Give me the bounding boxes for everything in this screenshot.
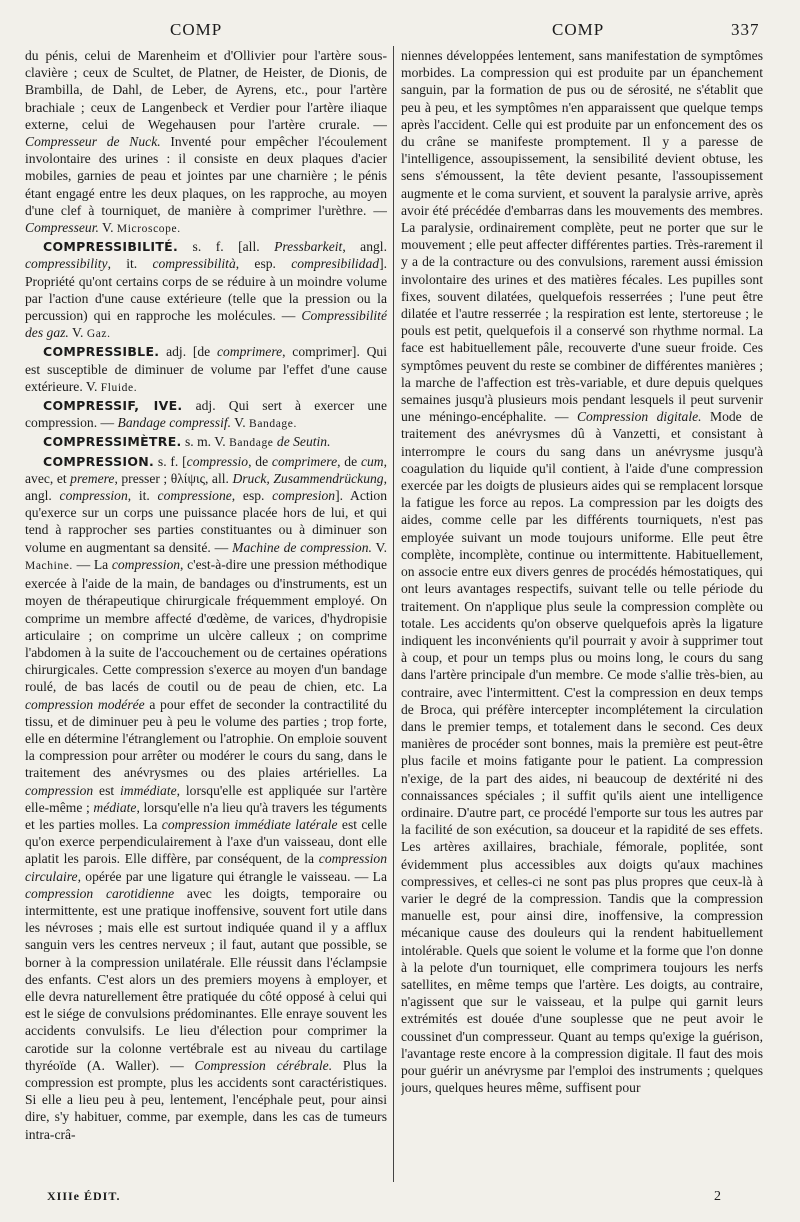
- right-column: [401, 47, 763, 1179]
- entry-compressibilite: COMPRESSIBILITÉ. s. f. [all. Pressbarkeit, angl. compressibility, it. compressibilità, esp. compresibilidad]. Propriété qu'ont certains corps de se réduire à un moindre volume par l'action d'une cause extérieure (telle que la pression ou la percussion) qui en rapproche les molécules. — Compressibilité des gaz. V. Gaz.: [25, 239, 387, 341]
- edition-mark: XIIIe ÉDIT.: [47, 1189, 121, 1203]
- signature-mark: 2: [714, 1189, 721, 1204]
- left-column: [25, 47, 387, 1179]
- paragraph-continuation: du pénis, celui de Marenheim et d'Ollivier pour l'artère sous-clavière ; ceux de Scultet, de Platner, de Heister, de Dionis, de Brambilla, de Dahl, de Leber, de Ayrens, etc., pour l'artère brachiale ; ceux de Langenbeck et Verdier pour l'artère iliaque externe, celui de Wegehausen pour l'artère crurale. — Compresseur de Nuck. Inventé pour empêcher l'écoulement involontaire des urines : il consiste en deux plaques d'acier mobiles, garnies de peau et jointes par une charnière ; le pénis étant engagé entre les deux plaques, on les rapproche, au moyen d'une clef à tourniquet, de manière à comprimer l'urèthre. — Compresseur. V. Microscope.: [25, 48, 387, 236]
- paragraph-continuation: niennes développées lentement, sans manifestation de symptômes morbides. La compression qui est produite par un épanchement sanguin, par la formation de pus ou de sérosité, ne s'établit que peu à peu, et les symptômes n'en apparaissent que quelque temps après l'accident. Celle qui est produite par un enfoncement des os du crâne se manifeste promptement. Il y a paresse de l'intelligence, assoupissement, la sensibilité devient obtuse, les sens s'émoussent, la tête devient pesante, l'assoupissement augmente et le coma survient, et souvent la paralysie arrive, après avoir été précédée d'embarras dans les mouvements des membres. La paralysie, ordinairement complète, peut ne porter que sur le mouvement ; elle peut affecter différentes parties. Très-rarement il y a de la contracture ou des convulsions, rarement aussi émission involontaire des urines et des matières fécales. Les pupilles sont fixes, souvent dilatées, quelquefois resserrées ; l'une peut être dilatée et l'autre resserrée ; la respiration est lente, stertoreuse ; le pouls est petit, quelquefois il a conservé son rhythme normal. La face est habituellement pâle, recouverte d'une sueur froide. Ces symptômes peuvent du reste se combiner de différentes manières ; la marche de l'affection est très-variable, et dure depuis quelques semaines jusqu'à plusieurs mois pendant lesquels il peut survenir une méningo-encéphalite. — Compression digitale. Mode de traitement des anévrysmes dû à Vanzetti, et consistant à interrompre le cours du sang dans un anévrysme jusqu'à coagulation du liquide qu'il contient, à l'aide d'une compression exercée par les doigts de plusieurs aides qui se remplacent lorsque la fatigue les force au repos. La compression par les doigts des aides, comme celle par les différents tourniquets, n'est pas employée suivant un mode toujours uniforme. Elle peut être complète, incomplète, continue ou intermittente. Habituellement, on associe entre eux divers genres de procédés hémostatiques, qui ont leurs avantages respectifs, suivant telle ou telle période du traitement. On n'applique plus seule la compression complète ou totale. Les accidents qu'on observe quelquefois après la ligature indiquent les inconvénients qu'il pourrait y avoir à supprimer tout à coup, et pour un temps plus ou moins long, le cours du sang dans l'artère principale d'un membre. Ce mode s'allie très-bien, au contraire, avec l'intermittent. C'est la compression en deux temps de Broca, qui préfère intercepter incomplétement la circulation dans le premier temps, et totalement dans le second. Ces deux manières de procéder sont bonnes, mais la première est peut-être plus facile et moins fatigante pour le patient. La compression n'exige, de la part des aides, ni beaucoup de dextérité ni des connaissances spéciales ; il suffit qu'ils aient une intelligence ordinaire. D'autre part, ce procédé l'emporte sur tous les autres par la facilité de son exécution, sa douceur et la rapidité de ses effets. Les artères axillaires, brachiale, fémorale, poplitée, sont évidemment plus accessibles aux doigts qu'aux machines compressives, et celles-ci ne sont pas plus propres que ceux-là à varier le degré de la compression. Tandis que la compression manuelle est, pour ainsi dire, inoffensive, la compression mécanique cause des douleurs qui la rendent habituellement intolérable. Quels que soient le volume et la forme que l'on donne à la pelote d'un tourniquet, elle comprimera toujours les nerfs satellites, en même temps que l'artère. Les doigts, au contraire, n'agissent que sur le vaisseau, et la pulpe qui garnit leurs extrémités est douée d'une souplesse que ne peut avoir le coussinet d'un compresseur. Quant au temps qu'exige la guérison, l'avantage reste encore à la compression digitale. Il faut des mois pour guérir un anévrysme par l'emploi des instruments ; quelques jours, quelques heures même, suffisent pour: [401, 48, 763, 1096]
- entry-compression: COMPRESSION. s. f. [compressio, de comprimere, de cum, avec, et premere, presser ; θλίψις, all. Druck, Zusammendrückung, angl. compression, it. compressione, esp. compresion]. Action qu'exerce sur un corps une puissance placée hors de lui, et qui tend à rapprocher ses parties constituantes ou à diminuer son volume en augmentant sa densité. — Machine de compression. V. Machine. — La compression, c'est-à-dire une pression méthodique exercée à l'aide de la main, de bandages ou d'instruments, est un moyen de thérapeutique chirurgicale fréquemment employé. On comprime un membre affecté d'œdème, de varices, d'hydropisie articulaire ; on comprime un ulcère calleux ; on comprime l'abdomen à la suite de l'accouchement ou de certaines opérations chirurgicales. Cette compression s'exerce au moyen d'un bandage roulé, de bas lacés de coutil ou de peau de chien, etc. La compression modérée a pour effet de seconder la contractilité du tissu, et de diminuer peu à peu le volume des parties ; trop forte, elle en détermine l'étranglement ou l'atrophie. On emploie souvent la compression pour arrêter ou modérer le cours du sang, dans le traitement des anévrysmes ou des plaies artérielles. La compression est immédiate, lorsqu'elle est appliquée sur l'artère elle-même ; médiate, lorsqu'elle n'a lieu qu'à travers les téguments et les parties molles. La compression immédiate latérale est celle qu'on exerce perpendiculairement à l'axe d'un vaisseau, dont elle aplatit les parois. Elle diffère, par conséquent, de la compression circulaire, opérée par une ligature qui étrangle le vaisseau. — La compression carotidienne avec les doigts, temporaire ou intermittente, est une pratique inoffensive, souvent fort utile dans les névroses ; mais elle est surtout indiquée quand il y a afflux sanguin vers les centres nerveux ; il faut, autant que possible, se borner à la compression unilatérale. Elle réussit dans l'éclampsie des enfants. C'est alors un des premiers moyens à employer, et elle devra naturellement être pratiquée du côté opposé à celui qui est le siége de convulsions prédominantes. Elle enraye souvent les accidents convulsifs. Le lieu d'élection pour comprimer la carotide sur la colonne vertébrale est au niveau du cartilage thyréoïde (A. Waller). — Compression cérébrale. Plus la compression est prompte, plus les accidents sont caractéristiques. Si elle a lieu peu à peu, lentement, l'encéphale peut, pour ainsi dire, s'y habituer, comme, par exemple, dans les cas de tumeurs intra-crâ-: [25, 453, 387, 1142]
- running-head-right: COMP: [552, 20, 605, 39]
- entry-headword: COMPRESSIMÈTRE.: [43, 434, 182, 450]
- entry-headword: COMPRESSIBLE.: [43, 344, 160, 360]
- entry-compressible: COMPRESSIBLE. adj. [de comprimere, comprimer]. Qui est susceptible de diminuer de volume par l'effet d'une cause extérieure. V. Fluide.: [25, 344, 387, 394]
- entry-headword: COMPRESSION.: [43, 453, 155, 469]
- entry-headword: COMPRESSIF, IVE.: [43, 398, 183, 414]
- entry-compressif: COMPRESSIF, IVE. adj. Qui sert à exercer une compression. — Bandage compressif. V. Bandage.: [25, 398, 387, 431]
- page-number: 337: [731, 20, 760, 39]
- column-divider: [393, 46, 394, 1182]
- entry-compressimetre: COMPRESSIMÈTRE. s. m. V. Bandage de Seutin.: [43, 434, 331, 450]
- entry-headword: COMPRESSIBILITÉ.: [43, 239, 179, 255]
- running-head-left: COMP: [170, 20, 223, 39]
